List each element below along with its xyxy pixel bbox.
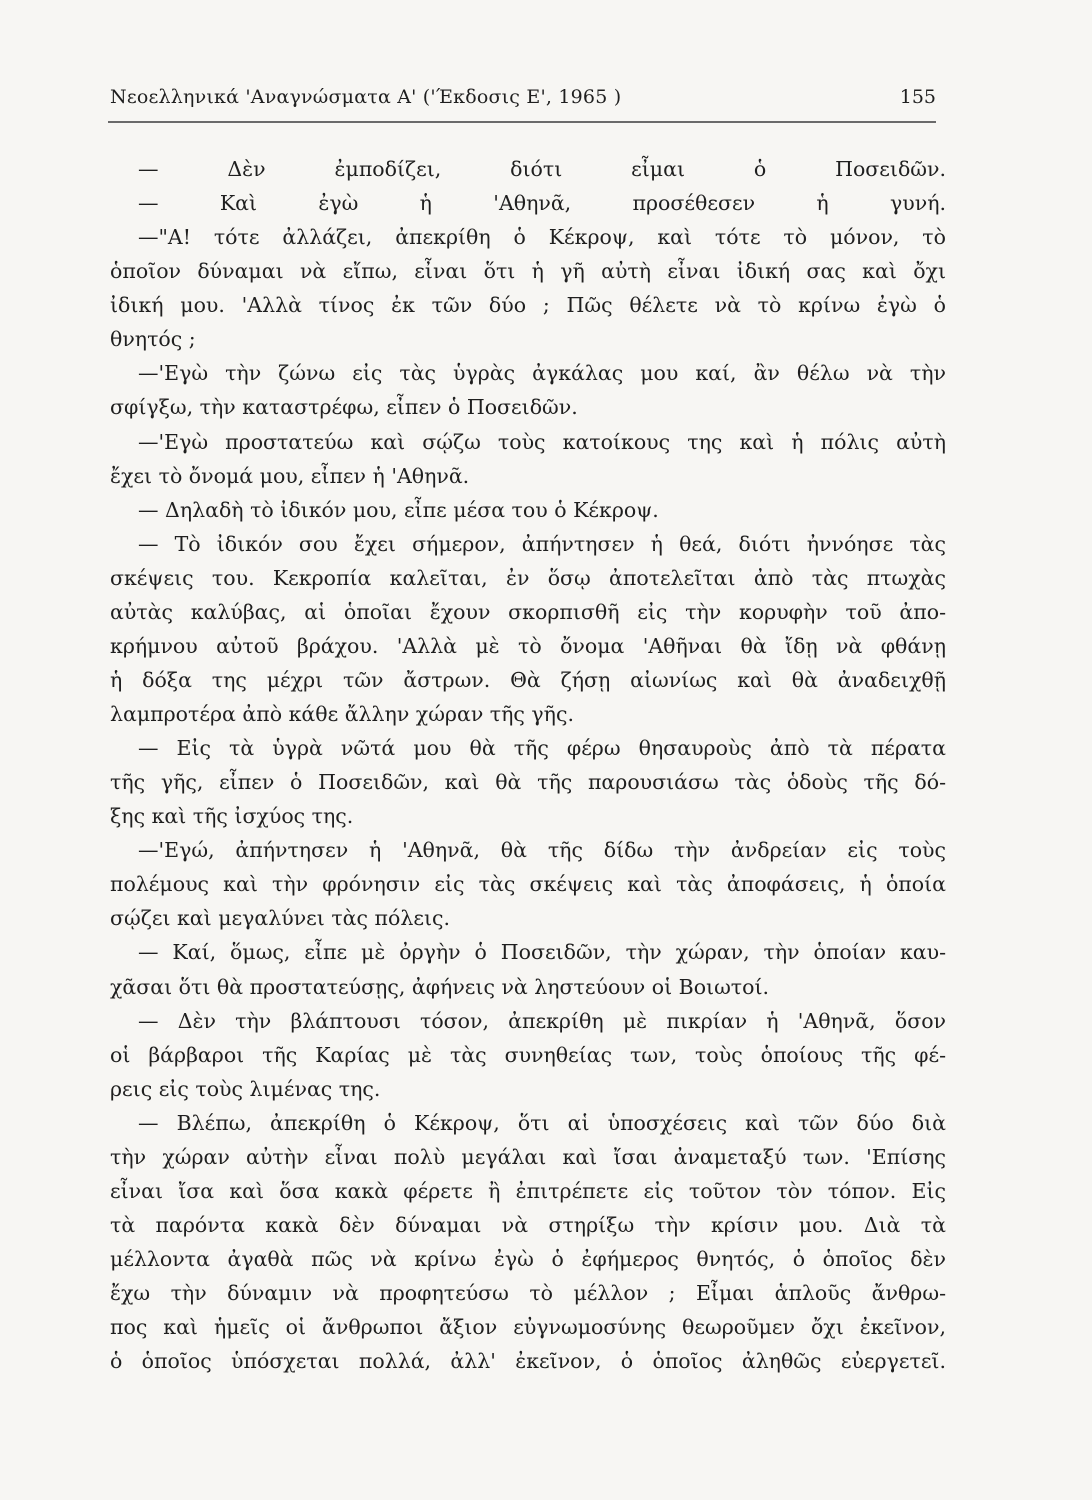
text-line: σκέψεις του. Κεκροπία καλεῖται, ἐν ὅσῳ ἀποτελεῖται ἀπὸ τὰς πτωχὰς (110, 565, 946, 590)
text-line: πολέμους καὶ τὴν φρόνησιν εἰς τὰς σκέψεις καὶ τὰς ἀποφάσεις, ἡ ὁποία (110, 872, 946, 897)
body-text (110, 152, 946, 1378)
text-line: ξης καὶ τῆς ἰσχύος της. (110, 804, 354, 829)
text-line: εἶναι ἴσα καὶ ὅσα κακὰ φέρετε ἢ ἐπιτρέπετε εἰς τοῦτον τὸν τόπον. Εἰς (110, 1178, 946, 1203)
text-line: τῆς γῆς, εἶπεν ὁ Ποσειδῶν, καὶ θὰ τῆς παρουσιάσω τὰς ὁδοὺς τῆς δό- (110, 770, 946, 795)
text-line: —"Α! τότε ἀλλάζει, ἀπεκρίθη ὁ Κέκροψ, καὶ τότε τὸ μόνον, τὸ (138, 225, 946, 250)
text-line: χᾶσαι ὅτι θὰ προστατεύσῃς, ἀφήνεις νὰ ληστεύουν οἱ Βοιωτοί. (110, 974, 770, 999)
page-number: 155 (899, 86, 936, 108)
text-line: κρήμνου αὐτοῦ βράχου. 'Αλλὰ μὲ τὸ ὄνομα 'Αθῆναι θὰ ἴδῃ νὰ φθάνῃ (110, 633, 946, 658)
text-line: πος καὶ ἡμεῖς οἱ ἄνθρωποι ἄξιον εὐγνωμοσύνης θεωροῦμεν ὄχι ἐκεῖνον, (110, 1315, 946, 1340)
text-line: — Τὸ ἰδικόν σου ἔχει σήμερον, ἀπήντησεν ἡ θεά, διότι ἠννόησε τὰς (138, 531, 946, 556)
text-line: ἔχει τὸ ὄνομά μου, εἶπεν ἡ 'Αθηνᾶ. (110, 463, 470, 488)
text-line: — Καί, ὅμως, εἶπε μὲ ὀργὴν ὁ Ποσειδῶν, τὴν χώραν, τὴν ὁποίαν καυ- (138, 940, 946, 965)
text-line: — Δηλαδὴ τὸ ἰδικόν μου, εἶπε μέσα του ὁ Κέκροψ. (138, 497, 659, 522)
text-line: — Δὲν τὴν βλάπτουσι τόσον, ἀπεκρίθη μὲ πικρίαν ἡ 'Αθηνᾶ, ὅσον (138, 1008, 946, 1033)
text-line: — Βλέπω, ἀπεκρίθη ὁ Κέκροψ, ὅτι αἱ ὑποσχέσεις καὶ τῶν δύο διὰ (138, 1110, 946, 1135)
text-line: μέλλοντα ἀγαθὰ πῶς νὰ κρίνω ἐγὼ ὁ ἐφήμερος θνητός, ὁ ὁποῖος δὲν (110, 1247, 946, 1271)
text-line: οἱ βάρβαροι τῆς Καρίας μὲ τὰς συνηθείας των, τοὺς ὁποίους τῆς φέ- (110, 1042, 946, 1067)
text-line: ὁ ὁποῖος ὑπόσχεται πολλά, ἀλλ' ἐκεῖνον, ὁ ὁποῖος ἀληθῶς εὐεργετεῖ. (110, 1349, 946, 1374)
text-line: — Εἰς τὰ ὑγρὰ νῶτά μου θὰ τῆς φέρω θησαυροὺς ἀπὸ τὰ πέρατα (138, 736, 946, 761)
text-line: θνητός ; (110, 327, 196, 352)
header-rule (108, 121, 936, 123)
text-line: σῴζει καὶ μεγαλύνει τὰς πόλεις. (110, 906, 450, 931)
text-line: — Δὲν ἐμποδίζει, διότι εἶμαι ὁ Ποσειδῶν. (138, 157, 946, 181)
text-line: σφίγξω, τὴν καταστρέφω, εἶπεν ὁ Ποσειδῶν. (110, 395, 578, 420)
running-header (110, 86, 936, 116)
text-line: ρεις εἰς τοὺς λιμένας της. (110, 1076, 381, 1101)
text-line: ὁποῖον δύναμαι νὰ εἴπω, εἶναι ὅτι ἡ γῆ αὐτὴ εἶναι ἰδική σας καὶ ὄχι (110, 259, 946, 284)
text-line: —'Εγὼ τὴν ζώνω εἰς τὰς ὑγρὰς ἀγκάλας μου καί, ἂν θέλω νὰ τὴν (138, 361, 946, 386)
text-line: αὐτὰς καλύβας, αἱ ὁποῖαι ἔχουν σκορπισθῆ εἰς τὴν κορυφὴν τοῦ ἀπο- (110, 599, 946, 624)
text-line: λαμπροτέρα ἀπὸ κάθε ἄλλην χώραν τῆς γῆς. (110, 702, 574, 726)
text-line: τὴν χώραν αὐτὴν εἶναι πολὺ μεγάλαι καὶ ἴσαι ἀναμεταξύ των. 'Επίσης (110, 1144, 946, 1169)
text-line: —'Εγώ, ἀπήντησεν ἡ 'Αθηνᾶ, θὰ τῆς δίδω τὴν ἀνδρείαν εἰς τοὺς (138, 838, 946, 863)
text-line: ἰδική μου. 'Αλλὰ τίνος ἐκ τῶν δύο ; Πῶς θέλετε νὰ τὸ κρίνω ἐγὼ ὁ (110, 293, 946, 318)
text-line: ἔχω τὴν δύναμιν νὰ προφητεύσω τὸ μέλλον ; Εἶμαι ἁπλοῦς ἄνθρω- (110, 1281, 946, 1306)
text-line: — Καὶ ἐγὼ ἡ 'Αθηνᾶ, προσέθεσεν ἡ γυνή. (138, 191, 946, 216)
text-line: —'Εγὼ προστατεύω καὶ σῴζω τοὺς κατοίκους της καὶ ἡ πόλις αὐτὴ (138, 429, 946, 454)
header-title: Νεοελληνικά 'Αναγνώσματα Α' ('Έκδοσις Ε', 1965 ) (110, 86, 622, 108)
text-line: ἡ δόξα της μέχρι τῶν ἄστρων. Θὰ ζήσῃ αἰωνίως καὶ θὰ ἀναδειχθῇ (110, 667, 946, 692)
text-line: τὰ παρόντα κακὰ δὲν δύναμαι νὰ στηρίξω τὴν κρίσιν μου. Διὰ τὰ (110, 1212, 946, 1237)
